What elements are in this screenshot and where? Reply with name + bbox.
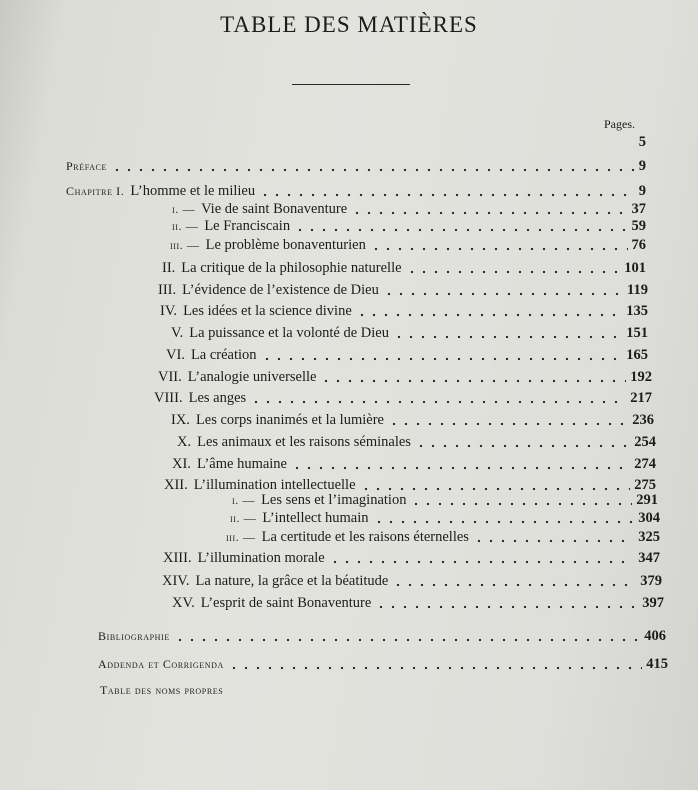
toc-entry — [158, 369, 652, 386]
toc-entry — [66, 183, 646, 200]
toc-entry-number: XIII. — [163, 550, 192, 566]
toc-entry-title: Préface — [66, 159, 107, 173]
toc-entry-number: iii. — — [226, 530, 256, 544]
toc-entry-number: ii. — — [230, 511, 257, 525]
toc-entry — [172, 218, 646, 235]
toc-entry-title: L’homme et le milieu — [130, 183, 256, 199]
toc-entry-title: La création — [190, 347, 257, 363]
toc-page-number: 151 — [626, 325, 648, 341]
toc-entry-title: L’âme humaine — [196, 456, 287, 472]
toc-entry-number: III. — [158, 282, 177, 298]
dot-leader — [174, 638, 640, 642]
dot-leader — [320, 379, 626, 383]
toc-entry-title: Les animaux et les raisons séminales — [197, 434, 411, 450]
toc-entry-title: La nature, la grâce et la béatitude — [195, 573, 389, 589]
toc-entry — [560, 134, 646, 151]
toc-entry-title: L’analogie universelle — [187, 369, 317, 385]
toc-entry-title: Addenda et Corrigenda — [98, 657, 224, 671]
toc-entry-title: Le problème bonaventurien — [205, 237, 366, 253]
toc-page-number: 397 — [642, 595, 664, 611]
toc-entry-number: VI. — [166, 347, 185, 363]
dot-leader — [360, 487, 631, 491]
toc-page-number: 9 — [638, 183, 646, 199]
toc-page-number: 9 — [638, 158, 646, 174]
toc-page-number: 254 — [634, 434, 656, 450]
dot-leader — [388, 422, 628, 426]
toc-entry — [162, 260, 646, 277]
toc-entry-title: Table des noms propres — [100, 683, 224, 697]
dot-leader — [375, 605, 638, 609]
toc-entry — [230, 510, 660, 527]
toc-entry-number: V. — [171, 325, 184, 341]
dot-leader — [392, 583, 636, 587]
toc-page-number: 165 — [626, 347, 648, 363]
toc-page-number: 347 — [638, 550, 660, 566]
dot-leader — [329, 560, 635, 564]
dot-leader — [111, 168, 635, 172]
toc-page-number: 5 — [638, 134, 646, 150]
toc-page-number: 406 — [644, 628, 666, 644]
toc-entry — [177, 434, 656, 451]
toc-entry — [171, 412, 654, 429]
dot-leader — [291, 466, 630, 470]
toc-entry-title: L’illumination morale — [197, 550, 325, 566]
toc-entry-number: i. — — [232, 493, 256, 507]
toc-page-number: 119 — [627, 282, 648, 298]
toc-page-number: 76 — [631, 237, 646, 253]
toc-entry-number: VIII. — [154, 390, 183, 406]
toc-entry-title: La critique de la philosophie naturelle — [181, 260, 402, 276]
toc-page-number: 59 — [631, 218, 646, 234]
toc-entry-number: Chapitre I. — [66, 184, 125, 198]
toc-page-number: 379 — [640, 573, 662, 589]
toc-entry — [158, 282, 648, 299]
toc-page-number: 217 — [630, 390, 652, 406]
dot-leader — [473, 539, 634, 543]
dot-leader — [250, 400, 626, 404]
toc-entry-number: XI. — [172, 456, 191, 472]
toc-entry-number: X. — [177, 434, 192, 450]
toc-entry-number: XII. — [164, 477, 188, 493]
toc-entry-title: L’illumination intellectuelle — [193, 477, 356, 493]
toc-page-number: 236 — [632, 412, 654, 428]
toc-entry-number: XV. — [172, 595, 195, 611]
toc-entry-title: La certitude et les raisons éternelles — [261, 529, 469, 545]
dot-leader — [383, 292, 623, 296]
toc-entry — [172, 456, 656, 473]
toc-entry-title: Le Franciscain — [204, 218, 291, 234]
toc-page-number: 275 — [634, 477, 656, 493]
toc-entry-title: L’intellect humain — [262, 510, 369, 526]
toc-entry — [98, 656, 668, 673]
dot-leader — [351, 211, 627, 215]
toc-entry-title: L’évidence de l’existence de Dieu — [182, 282, 379, 298]
toc-page-number: 135 — [626, 303, 648, 319]
toc-page-number: 37 — [631, 201, 646, 217]
dot-leader — [393, 335, 622, 339]
toc-entry — [162, 573, 662, 590]
toc-entry — [226, 529, 660, 546]
dot-leader — [356, 313, 622, 317]
toc-entry — [170, 237, 646, 254]
toc-entry-number: iii. — — [170, 238, 200, 252]
toc-entry-title: Les idées et la science divine — [183, 303, 352, 319]
dot-leader — [370, 247, 628, 251]
toc-entry-title: La puissance et la volonté de Dieu — [189, 325, 389, 341]
toc-entry — [100, 683, 300, 698]
title-rule — [292, 84, 410, 85]
toc-entry — [172, 595, 664, 612]
dot-leader — [259, 193, 635, 197]
dot-leader — [406, 270, 621, 274]
dot-leader — [410, 502, 632, 506]
toc-entry-title: Les anges — [188, 390, 247, 406]
toc-page-number: 274 — [634, 456, 656, 472]
toc-entry-number: IV. — [160, 303, 178, 319]
dot-leader — [373, 520, 635, 524]
toc-entry-number: II. — [162, 260, 176, 276]
toc-entry — [98, 628, 666, 645]
toc-entry — [66, 158, 646, 175]
toc-page-number: 325 — [638, 529, 660, 545]
toc-entry — [232, 492, 658, 509]
toc-entry-title: L’esprit de saint Bonaventure — [200, 595, 372, 611]
pages-column-label: Pages. — [604, 117, 635, 131]
toc-entry — [154, 390, 652, 407]
toc-entry-number: XIV. — [162, 573, 190, 589]
toc-entry — [171, 325, 648, 342]
page-title: TABLE DES MATIÈRES — [220, 12, 478, 37]
toc-entry-title: Les corps inanimés et la lumière — [195, 412, 384, 428]
toc-entry-number: ii. — — [172, 219, 199, 233]
dot-leader — [415, 444, 630, 448]
toc-entry-number: VII. — [158, 369, 182, 385]
toc-entry — [172, 201, 646, 218]
toc-entry-number: i. — — [172, 202, 196, 216]
dot-leader — [228, 666, 642, 670]
toc-entry — [163, 550, 660, 567]
toc-entry-title: Les sens et l’imagination — [261, 492, 407, 508]
toc-entry-title: Vie de saint Bonaventure — [201, 201, 348, 217]
toc-entry-number: IX. — [171, 412, 190, 428]
toc-page-number: 415 — [646, 656, 668, 672]
toc-page-number: 192 — [630, 369, 652, 385]
dot-leader — [294, 228, 627, 232]
toc-entry — [166, 347, 648, 364]
toc-page-number: 304 — [638, 510, 660, 526]
toc-entry-title: Bibliographie — [98, 629, 170, 643]
toc-page-number: 101 — [624, 260, 646, 276]
toc-entry — [160, 303, 648, 320]
dot-leader — [261, 357, 623, 361]
toc-page-number: 291 — [636, 492, 658, 508]
